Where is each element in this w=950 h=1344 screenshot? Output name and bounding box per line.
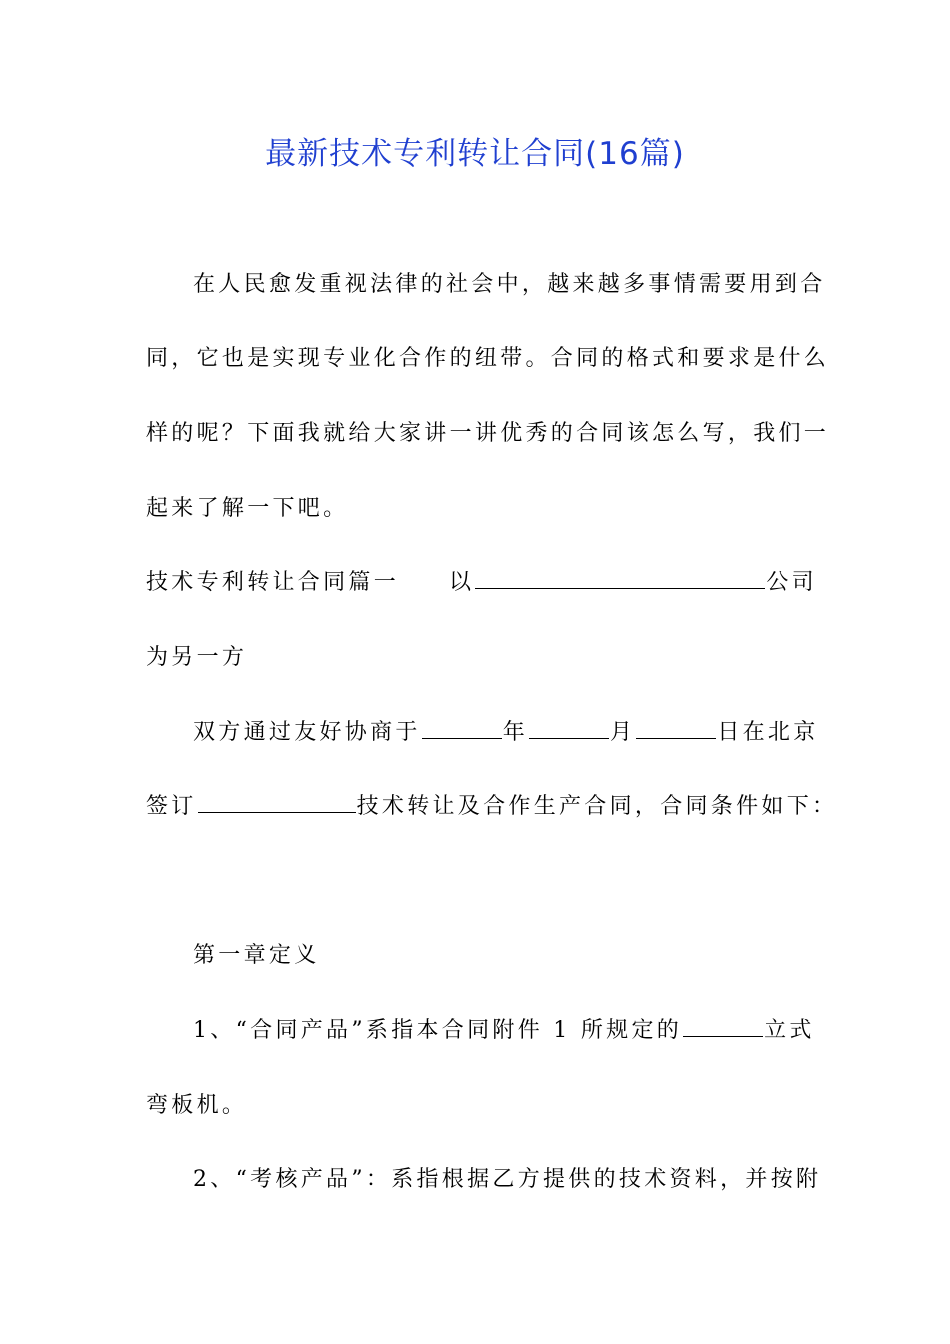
intro-line-2: 同，它也是实现专业化合作的纽带。合同的格式和要求是什么 [146,346,830,371]
day-place-label: 日在北京 [717,720,819,745]
party-suffix: 公司 [766,570,817,595]
company-blank [475,568,765,589]
year-blank [422,718,502,739]
item-1-text: 1、“合同产品”系指本合同附件 1 所规定的 [193,1018,683,1043]
chapter-heading: 第一章定义 [193,943,320,968]
agreement-line-2 [146,792,838,822]
month-label: 月 [610,720,636,745]
contract-name-blank [198,792,356,813]
year-label: 年 [502,720,529,745]
agreement-line-1 [193,718,863,748]
product-blank [683,1016,763,1037]
contract-desc: 技术转让及合作生产合同，合同条件如下： [356,794,838,819]
section-heading: 技术专利转让合同篇一 [146,570,400,595]
party-line-2: 为另一方 [146,645,248,670]
sign-label: 签订 [146,794,197,819]
day-blank [636,718,716,739]
party-prefix: 以 [449,570,475,595]
intro-line-3: 样的呢？下面我就给大家讲一讲优秀的合同该怎么写，我们一 [146,421,830,446]
item-2-line-1: 2、“考核产品”：系指根据乙方提供的技术资料，并按附 [193,1167,822,1192]
item-1-line-2: 弯板机。 [146,1093,248,1118]
intro-line-1: 在人民愈发重视法律的社会中，越来越多事情需要用到合 [193,272,826,297]
section-heading-line [146,568,816,598]
month-blank [529,718,609,739]
intro-line-4: 起来了解一下吧。 [146,496,349,521]
item-1-suffix: 立式 [764,1018,815,1043]
item-1-line-1 [193,1016,863,1046]
document-title: 最新技术专利转让合同(16篇) [265,136,685,172]
agreement-text: 双方通过友好协商于 [193,720,421,745]
